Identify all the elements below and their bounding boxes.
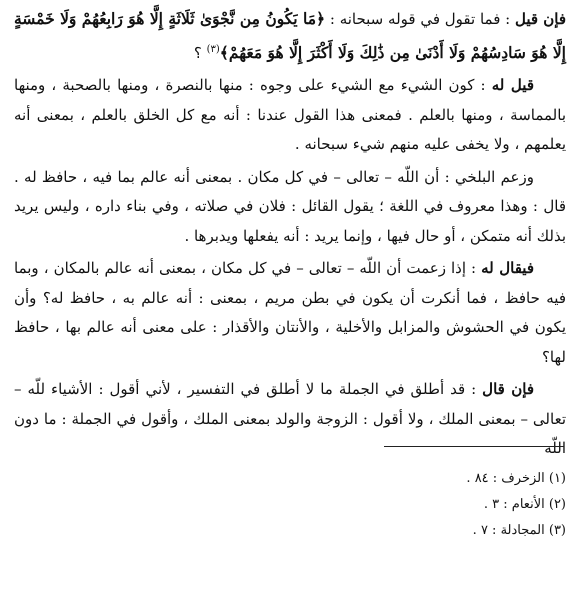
keyword: فإن قيل — [514, 10, 567, 28]
footnote-3: (٣) المجادلة : ٧ . — [472, 523, 566, 538]
quran-verse: ﴿مَا يَكُونُ مِن نَّجْوَىٰ ثَلَاثَةٍ إِلَّا هُوَ رَابِعُهُمْ وَلَا خَمْسَةٍ إِلَّا هُوَ سَادِسُهُمْ وَلَا أَدْنَىٰ مِن ذَٰلِكَ وَلَا أَكْثَرَ إِلَّا هُوَ مَعَهُمْ﴾ — [14, 9, 566, 62]
text-run: : إذا زعمت أن اللّه – تعالى – في كل مكان ، بمعنى أنه عالم بالمكان ، وبما فيه حافظ ، فما أنكرت أن يكون في بطن مريم ، بمعنى : أنه عالم به ، حافظ له؟ وأن يكون في الحشوش والمزابل والأخلية ، والأنتان والأقذار : على معنى أنه عالم بها ، حافظ لها؟ — [14, 259, 566, 366]
text-run: : كون الشيء مع الشيء على وجوه : منها بالنصرة ، ومنها بالصحبة ، ومنها بالمماسة ، ومنها بالعلم . فمعنى هذا القول عندنا : أنه مع كل الخلق بالعلم ، بمعنى أنه يعلمهم ، ولا يخفى عليه منهم شيء سبحانه . — [14, 76, 566, 153]
paragraph-5 — [14, 375, 566, 464]
text-run: وزعم البلخي : أن اللّه – تعالى – في كل مكان . بمعنى أنه عالم بما فيه ، حافظ له . قال : وهذا معروف في اللغة ؛ يقول القائل : فلان في صلاته ، وفي بناء داره ، وليس يريد بذلك أنه متمكن ، أو حال فيها ، وإنما يريد : أنه يفعلها ويدبرها . — [14, 167, 566, 245]
footnote-2: (٢) الأنعام : ٣ . — [483, 497, 566, 512]
book-page — [14, 4, 566, 584]
footnote-ref: (٣) — [206, 43, 220, 55]
paragraph-2 — [14, 71, 566, 160]
paragraph-3 — [14, 163, 566, 252]
text-run: ؟ — [193, 43, 207, 62]
paragraph-1 — [14, 4, 566, 68]
footnotes — [14, 466, 566, 544]
keyword: فيقال له — [481, 259, 534, 277]
body-text — [14, 4, 566, 464]
text-run: : قد أطلق في الجملة ما لا أطلق في التفسير ، لأني أقول : الأشياء للّه – تعالى – بمعنى الملك ، ولا أقول : الزوجة والولد بمعنى الملك ، وأقول في الجملة : ما دون اللّه — [14, 380, 566, 457]
footnote-1: (١) الزخرف : ٨٤ . — [466, 471, 566, 486]
paragraph-4 — [14, 254, 566, 372]
keyword: فإن قال — [482, 380, 534, 398]
text-run: : فما تقول في قوله سبحانه : — [325, 10, 515, 28]
keyword: قيل له — [491, 76, 534, 94]
footnote-separator — [384, 446, 564, 447]
